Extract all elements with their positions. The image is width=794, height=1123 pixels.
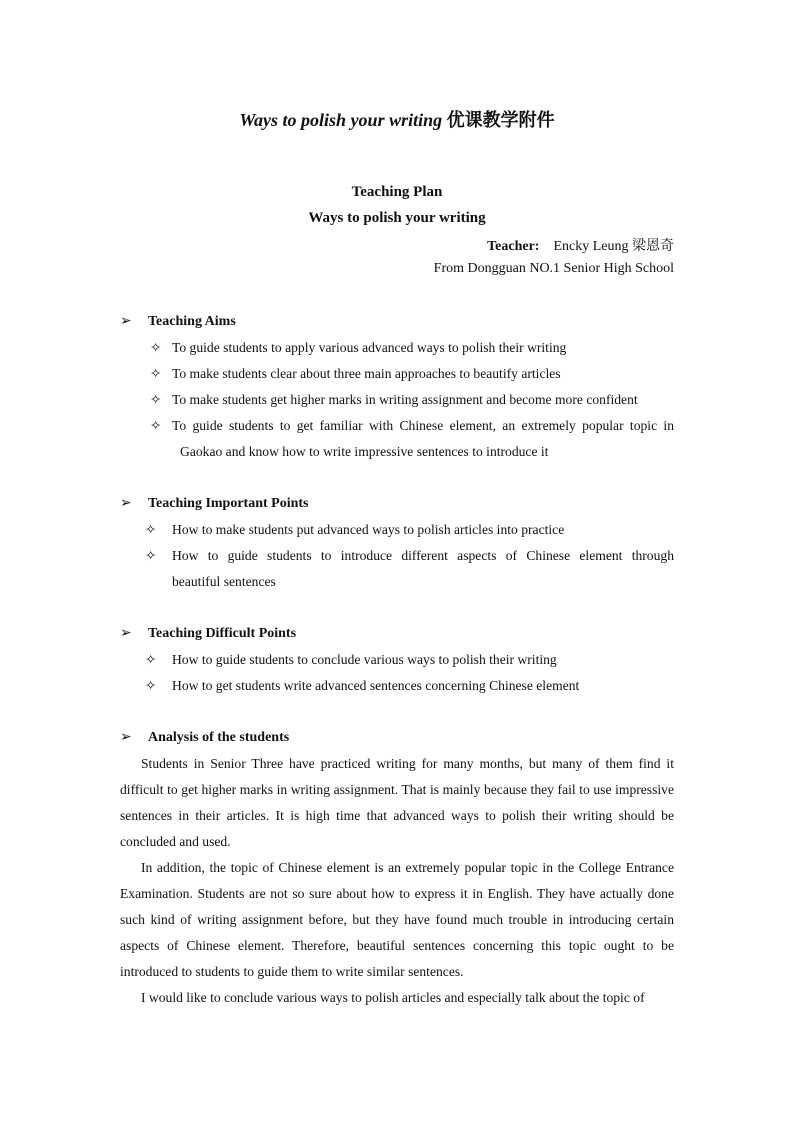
list-item-text: How to guide students to introduce different aspects of Chinese element through — [172, 548, 674, 563]
document-title-english: Ways to polish your writing — [239, 110, 443, 130]
arrow-bullet-icon: ➢ — [120, 730, 132, 745]
list-item-text: How to guide students to conclude various ways to polish their writing — [172, 652, 557, 667]
section-heading-text: Teaching Aims — [148, 314, 236, 329]
list-item-text: To make students clear about three main approaches to beautify articles — [172, 366, 561, 381]
list-item — [150, 387, 674, 413]
section-heading-teaching-aims — [120, 313, 236, 330]
diamond-bullet-icon: ✧ — [150, 418, 162, 433]
arrow-bullet-icon: ➢ — [120, 314, 132, 329]
section-heading-text: Analysis of the students — [148, 730, 290, 745]
list-item — [145, 543, 674, 569]
list-item — [150, 361, 674, 387]
diamond-bullet-icon: ✧ — [145, 548, 157, 563]
teacher-name: Encky Leung 梁恩奇 — [553, 239, 674, 254]
diamond-bullet-icon: ✧ — [150, 392, 162, 407]
list-item — [145, 517, 674, 543]
list-item-text: How to get students write advanced sentences concerning Chinese element — [172, 678, 580, 693]
list-item-text: How to make students put advanced ways to polish articles into practice — [172, 522, 565, 537]
plan-title: Teaching Plan — [351, 184, 443, 200]
plan-subtitle: Ways to polish your writing — [308, 210, 486, 226]
list-item-text: To guide students to get familiar with Chinese element, an extremely popular topic in — [172, 418, 674, 433]
list-item-text: To guide students to apply various advanced ways to polish their writing — [172, 340, 567, 355]
analysis-paragraph: Students in Senior Three have practiced writing for many months, but many of them find it difficult to get higher marks in writing assignment. That is mainly because they fail to use impressive sentences in their articles. It is high time that advanced ways to polish their writing should be concluded and used. — [120, 756, 674, 849]
list-item — [145, 673, 674, 699]
analysis-paragraph: In addition, the topic of Chinese element is an extremely popular topic in the College Entrance Examination. Students are not so sure about how to express it in English. They have actually done such kind of writing assignment before, but they have found much trouble in introducing certain aspects of Chinese element. Therefore, beautiful sentences concerning this topic ought to be introduced to students to guide them to write similar sentences. — [120, 860, 674, 979]
section-heading-text: Teaching Important Points — [148, 496, 309, 511]
teacher-label: Teacher: — [487, 239, 540, 254]
list-item — [145, 647, 674, 673]
diamond-bullet-icon: ✧ — [145, 652, 157, 667]
diamond-bullet-icon: ✧ — [145, 678, 157, 693]
diamond-bullet-icon: ✧ — [150, 340, 162, 355]
section-heading-text: Teaching Difficult Points — [148, 626, 297, 641]
list-item-continuation: beautiful sentences — [172, 574, 276, 589]
school-line: From Dongguan NO.1 Senior High School — [433, 261, 674, 276]
document-title — [0, 106, 794, 132]
document-title-chinese: 优课教学附件 — [446, 110, 555, 130]
diamond-bullet-icon: ✧ — [150, 366, 162, 381]
section-heading-important-points — [120, 495, 309, 512]
section-heading-difficult-points — [120, 625, 296, 642]
list-item-text: To make students get higher marks in writing assignment and become more confident — [172, 392, 638, 407]
arrow-bullet-icon: ➢ — [120, 626, 132, 641]
list-item — [150, 413, 674, 439]
arrow-bullet-icon: ➢ — [120, 496, 132, 511]
teacher-line — [487, 235, 674, 255]
analysis-paragraph: I would like to conclude various ways to polish articles and especially talk about the topic of — [141, 990, 645, 1005]
diamond-bullet-icon: ✧ — [145, 522, 157, 537]
section-heading-analysis — [120, 729, 289, 746]
list-item — [150, 335, 674, 361]
list-item-continuation: Gaokao and know how to write impressive sentences to introduce it — [180, 444, 549, 459]
